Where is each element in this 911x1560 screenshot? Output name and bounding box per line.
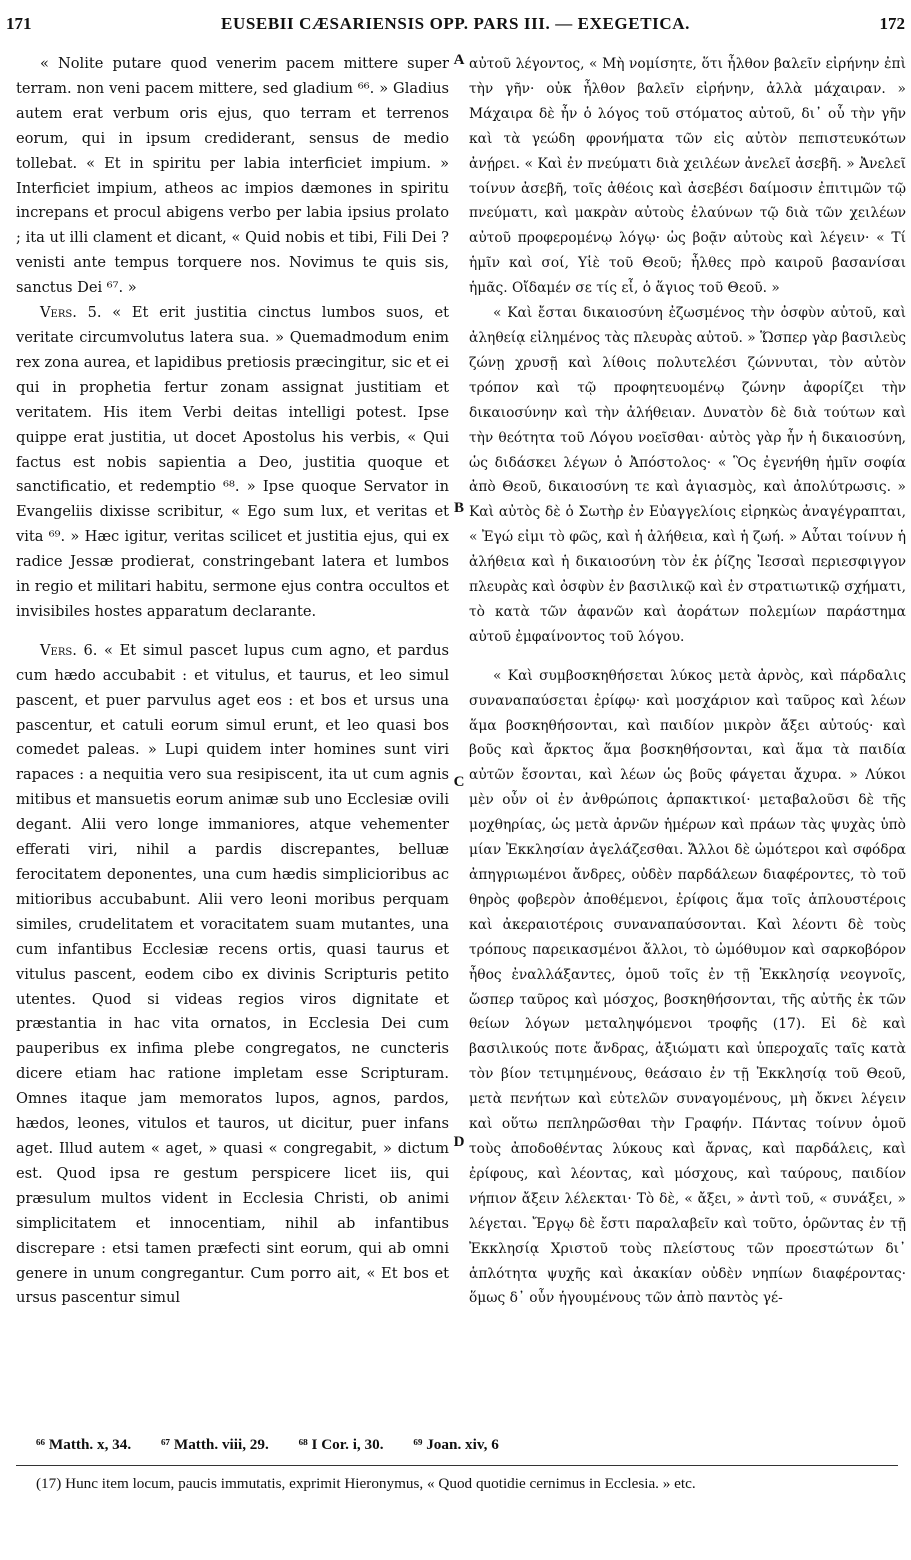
- latin-column: [16, 52, 449, 1311]
- reference-66: ⁶⁶ Matth. x, 34.: [36, 1436, 132, 1453]
- page-number-left: 171: [6, 14, 32, 33]
- margin-letter-d: D: [453, 1134, 465, 1150]
- footnotes: [16, 1433, 898, 1496]
- latin-paragraph: [16, 301, 449, 625]
- greek-column: [469, 52, 906, 1311]
- margin-letter-c: C: [453, 774, 465, 790]
- page-number-right: 172: [879, 14, 905, 33]
- latin-paragraph-text: « Et erit justitia cinctus lumbos suos, et veritate circumvolutus latera sua. » Quemadmodum enim rex zona aurea, et lapidibus pretiosis præcingitur, sic et ei qui in prophetia fertur zonam assignat justitiam et veritatem. His item Verbi deitas intelligi potest. Ipse quippe erat justitia, ut docet Apostolus his verbis, « Qui factus est nobis sapientia a Deo, justitia quoque et sanctificatio, et redemptio ⁶⁸. » Ipse quoque Servator in Evangeliis dixisse scribitur, « Ego sum lux, et veritas et vita ⁶⁹. » Hæc igitur, veritas scilicet et justitia ejus, qui ex radice Jessæ prodierat, constringebant latera et lumbos in regio et militari habitu, sermone ejus contra occultos et invisibiles hostes apparatum declarante.: [16, 304, 449, 620]
- latin-paragraph-text: « Nolite putare quod venerim pacem mittere super terram. non veni pacem mittere, sed gladium ⁶⁶. » Gladius autem erat verbum oris ejus, quo terram et terrenos eorum, qui in ipsum crediderant, sensus de medio tollebat. « Et in spiritu per labia interficiet impium. » Interficiet impium, atheos ac impios dæmones in spiritu increpans et procul abigens verbo per labia ipsius prolato ; ita ut illi clament et dicant, « Quid nobis et tibi, Fili Dei ? venisti ante tempus torquere nos. Novimus te quis sis, sanctus Dei ⁶⁷. »: [16, 55, 449, 297]
- reference-69: ⁶⁹ Joan. xiv, 6: [413, 1436, 499, 1453]
- footnote-17: (17) Hunc item locum, paucis immutatis, exprimit Hieronymus, « Quod quotidie cernimus in Ecclesia. » etc.: [36, 1475, 696, 1492]
- latin-paragraph: [16, 52, 449, 301]
- latin-paragraph-text: « Et simul pascet lupus cum agno, et pardus cum hædo accubabit : et vitulus, et taurus, et leo simul pascent, et puer parvulus aget eos : et bos et ursus una pascentur, et catuli eorum simul erunt, et leo quasi bos comedet paleas. » Lupi quidem inter homines sunt viri rapaces : a nequitia vero sua resipiscent, ita ut cum agnis mitibus et mansuetis eorum animæ sub uno Ecclesiæ ovili degant. Alii vero longe immaniores, atque vehementer efferati viri, nihil a pardis discrepantes, belluæ ferocitatem deponentes, una cum hædis simplicioribus ac mitioribus accubabunt. Alii vero leoni moribus perquam similes, crudelitatem et voracitatem suam mutantes, una cum infantibus Ecclesiæ recens ortis, quasi taurus et vitulus pascent, eodem cibo ex divinis Scripturis petito utentes. Quod si videas regios viros dignitate et præstantia in hac vita ornatos, in Ecclesia Dei cum pauperibus ex infima plebe congregatos, ne cuncteris dicere etiam hac ratione impletam esse Scripturam. Omnes itaque jam memoratos lupos, agnos, pardos, hædos, leones, vitulos et tauros, ut dicitur, puer infans aget. Illud autem « aget, » quasi « congregabit, » dictum est. Quod ipsa re gestum perspicere licet iis, qui præsulum multos vident in Ecclesia Christi, ob animi simplicitatem et innocentiam, nihil ab infantibus discrepare : etsi tamen præfecti sint eorum, qui ab omni genere in unum congregantur. Cum porro ait, « Et bos et ursus pascentur simul: [16, 641, 450, 1307]
- scripture-references: [16, 1433, 898, 1457]
- margin-letter-b: B: [453, 500, 464, 516]
- greek-paragraph: « Καὶ συμβοσκηθήσεται λύκος μετὰ ἀρνὸς, καὶ πάρδαλις συναναπαύσεται ἐρίφῳ· καὶ μοσχάριον καὶ ταῦρος καὶ λέων ἅμα βοσκηθήσονται, καὶ παιδίον μικρὸν ἄξει αὐτούς· καὶ βοῦς καὶ ἄρκτος ἅμα βοσκηθήσονται, καὶ ἅμα τὰ παιδία αὐτῶν ἔσονται, καὶ λέων ὡς βοῦς φάγεται ἄχυρα. » Λύκοι μὲν οὖν οἱ ἐν ἀνθρώποις ἁρπακτικοί· μεταβαλοῦσι δὲ τῆς μοχθηρίας, ὡς μετὰ ἀρνῶν ἡμέρων καὶ πράων τὰς ψυχὰς ὑπὸ μίαν Ἐκκλησίαν ἀγελάζεσθαι. Ἄλλοι δὲ ὠμότεροι καὶ σφόδρα ἀπηγριωμένοι ἄνδρες, οὐδὲν παρδάλεων διαφέροντες, τὸ τοῦ θηρὸς φοβερὸν ἀποθέμενοι, ἐρίφοις ἅμα τοῖς ἁπλουστέροις καὶ ἀκεραιοτέροις συναναπαύσονται. Καὶ λέοντι δὲ τοὺς τρόπους παρεικασμένοι ἄλλοι, τὸ ὠμόθυμον καὶ σαρκοβόρον ἦθος ἐναλλάξαντες, ὁμοῦ τοῖς ἐν τῇ Ἐκκλησίᾳ νεογνοῖς, ὥσπερ ταῦρος καὶ μόσχος, βοσκηθήσονται, τῆς αὐτῆς ἐκ τῶν θείων λόγων μεταληψόμενοι τροφῆς (17). Εἰ δὲ καὶ βασιλικούς ποτε ἄνδρας, ἀξιώματι καὶ ὑπεροχαῖς ταῖς κατὰ τὸν βίον τετιμημένους, θεάσαιο ἐν τῇ Ἐκκλησίᾳ τοῦ Θεοῦ, μετὰ πενήτων καὶ εὐτελῶν συναγομένους, μὴ ὄκνει λέγειν καὶ οὕτω πεπληρῶσθαι τὴν Γραφήν. Πάντας τοίνυν ὁμοῦ τοὺς ἀποδοθέντας λύκους καὶ ἄρνας, καὶ παρδάλεις, καὶ ἐρίφους, καὶ λέοντας, καὶ μόσχους, καὶ ταύρους, παιδίον νήπιον ἄξειν λέλεκται· Τὸ δὲ, « ἄξει, » ἀντὶ τοῦ, « συνάξει, » λέγεται. Ἔργῳ δὲ ἔστι παραλαβεῖν καὶ τοῦτο, ὁρῶντας ἐν τῇ Ἐκκλησίᾳ Χριστοῦ τοὺς πλείστους τῶν προεστώτων δι᾽ ἁπλότητα ψυχῆς καὶ ἀκακίαν οὐδὲν νηπίων διαφέροντας· ὅμως δ᾽ οὖν ἡγουμένους τῶν ἀπὸ παντὸς γέ-: [469, 667, 906, 1307]
- greek-paragraph: « Καὶ ἔσται δικαιοσύνη ἐζωσμένος τὴν ὀσφὺν αὐτοῦ, καὶ ἀληθείᾳ εἰλημένος τὰς πλευρὰς αὐτοῦ. » Ὥσπερ γὰρ βασιλεὺς ζώνῃ χρυσῇ καὶ λίθοις πολυτελέσι ζώννυται, τὸν αὐτὸν τρόπον καὶ τῷ προφητευομένῳ ζώνην ἀφορίζει τὴν δικαιοσύνην καὶ τὴν ἀλήθειαν. Δυνατὸν δὲ διὰ τούτων καὶ τὴν θεότητα τοῦ Λόγου νοεῖσθαι· αὐτὸς γὰρ ἦν ἡ δικαιοσύνη, ὡς διδάσκει λέγων ὁ Ἀπόστολος· « Ὃς ἐγενήθη ἡμῖν σοφία ἀπὸ Θεοῦ, δικαιοσύνη τε καὶ ἁγιασμὸς, καὶ ἀπολύτρωσις. » Καὶ αὐτὸς δὲ ὁ Σωτὴρ ἐν Εὐαγγελίοις εἰρηκὼς ἀναγέγραπται, « Ἐγώ εἰμι τὸ φῶς, καὶ ἡ ἀλήθεια, καὶ ἡ ζωή. » Αὗται τοίνυν ἡ ἀλήθεια καὶ ἡ δικαιοσύνη τὸν ἐκ ῥίζης Ἰεσσαὶ περιεσφιγγον πλευρὰς καὶ ὀσφὺν ἐν βασιλικῷ καὶ ἐν στρατιωτικῷ σχήματι, τὸ κατὰ τῶν ἀφανῶν καὶ ἀοράτων πολεμίων παράστημα αὐτοῦ ἐμφαίνοντος τοῦ λόγου.: [469, 305, 906, 645]
- running-title: EUSEBII CÆSARIENSIS OPP. PARS III. — EXEGETICA.: [221, 14, 690, 33]
- margin-letter-a: A: [453, 52, 465, 68]
- footnote-divider: [16, 1465, 898, 1466]
- reference-67: ⁶⁷ Matth. viii, 29.: [160, 1436, 269, 1453]
- running-header: [6, 4, 905, 40]
- verse-label: Vers. 6.: [40, 641, 98, 659]
- greek-paragraph: αὐτοῦ λέγοντος, « Μὴ νομίσητε, ὅτι ἦλθον βαλεῖν εἰρήνην ἐπὶ τὴν γῆν· οὐκ ἦλθον βαλεῖν εἰρήνην, ἀλλὰ μάχαιραν. » Μάχαιρα δὲ ἦν ὁ λόγος τοῦ στόματος αὐτοῦ, δι᾽ οὗ τὴν γῆν καὶ τὰ γεώδη φρονήματα τῶν εἰς αὐτὸν πεπιστευκότων ἀνῄρει. « Καὶ ἐν πνεύματι διὰ χειλέων ἀνελεῖ ἀσεβῆ. » Ἀνελεῖ τοίνυν ἀσεβῆ, τοῖς ἀθέοις καὶ ἀσεβέσι δαίμοσιν ἐπιτιμῶν τῷ πνεύματι, καὶ μακρὰν αὐτοὺς ἐλαύνων τῷ διὰ τῶν χειλέων αὐτοῦ προφερομένῳ λόγῳ· ὡς βοᾷν αὐτοὺς καὶ λέγειν· « Τί ἡμῖν καὶ σοί, Υἱὲ τοῦ Θεοῦ; ἦλθες πρὸ καιροῦ βασανίσαι ἡμᾶς. Οἴδαμέν σε τίς εἶ, ὁ ἅγιος τοῦ Θεοῦ. »: [469, 56, 906, 297]
- verse-label: Vers. 5.: [40, 304, 102, 322]
- latin-paragraph: [16, 639, 449, 1311]
- reference-68: ⁶⁸ I Cor. i, 30.: [298, 1436, 384, 1453]
